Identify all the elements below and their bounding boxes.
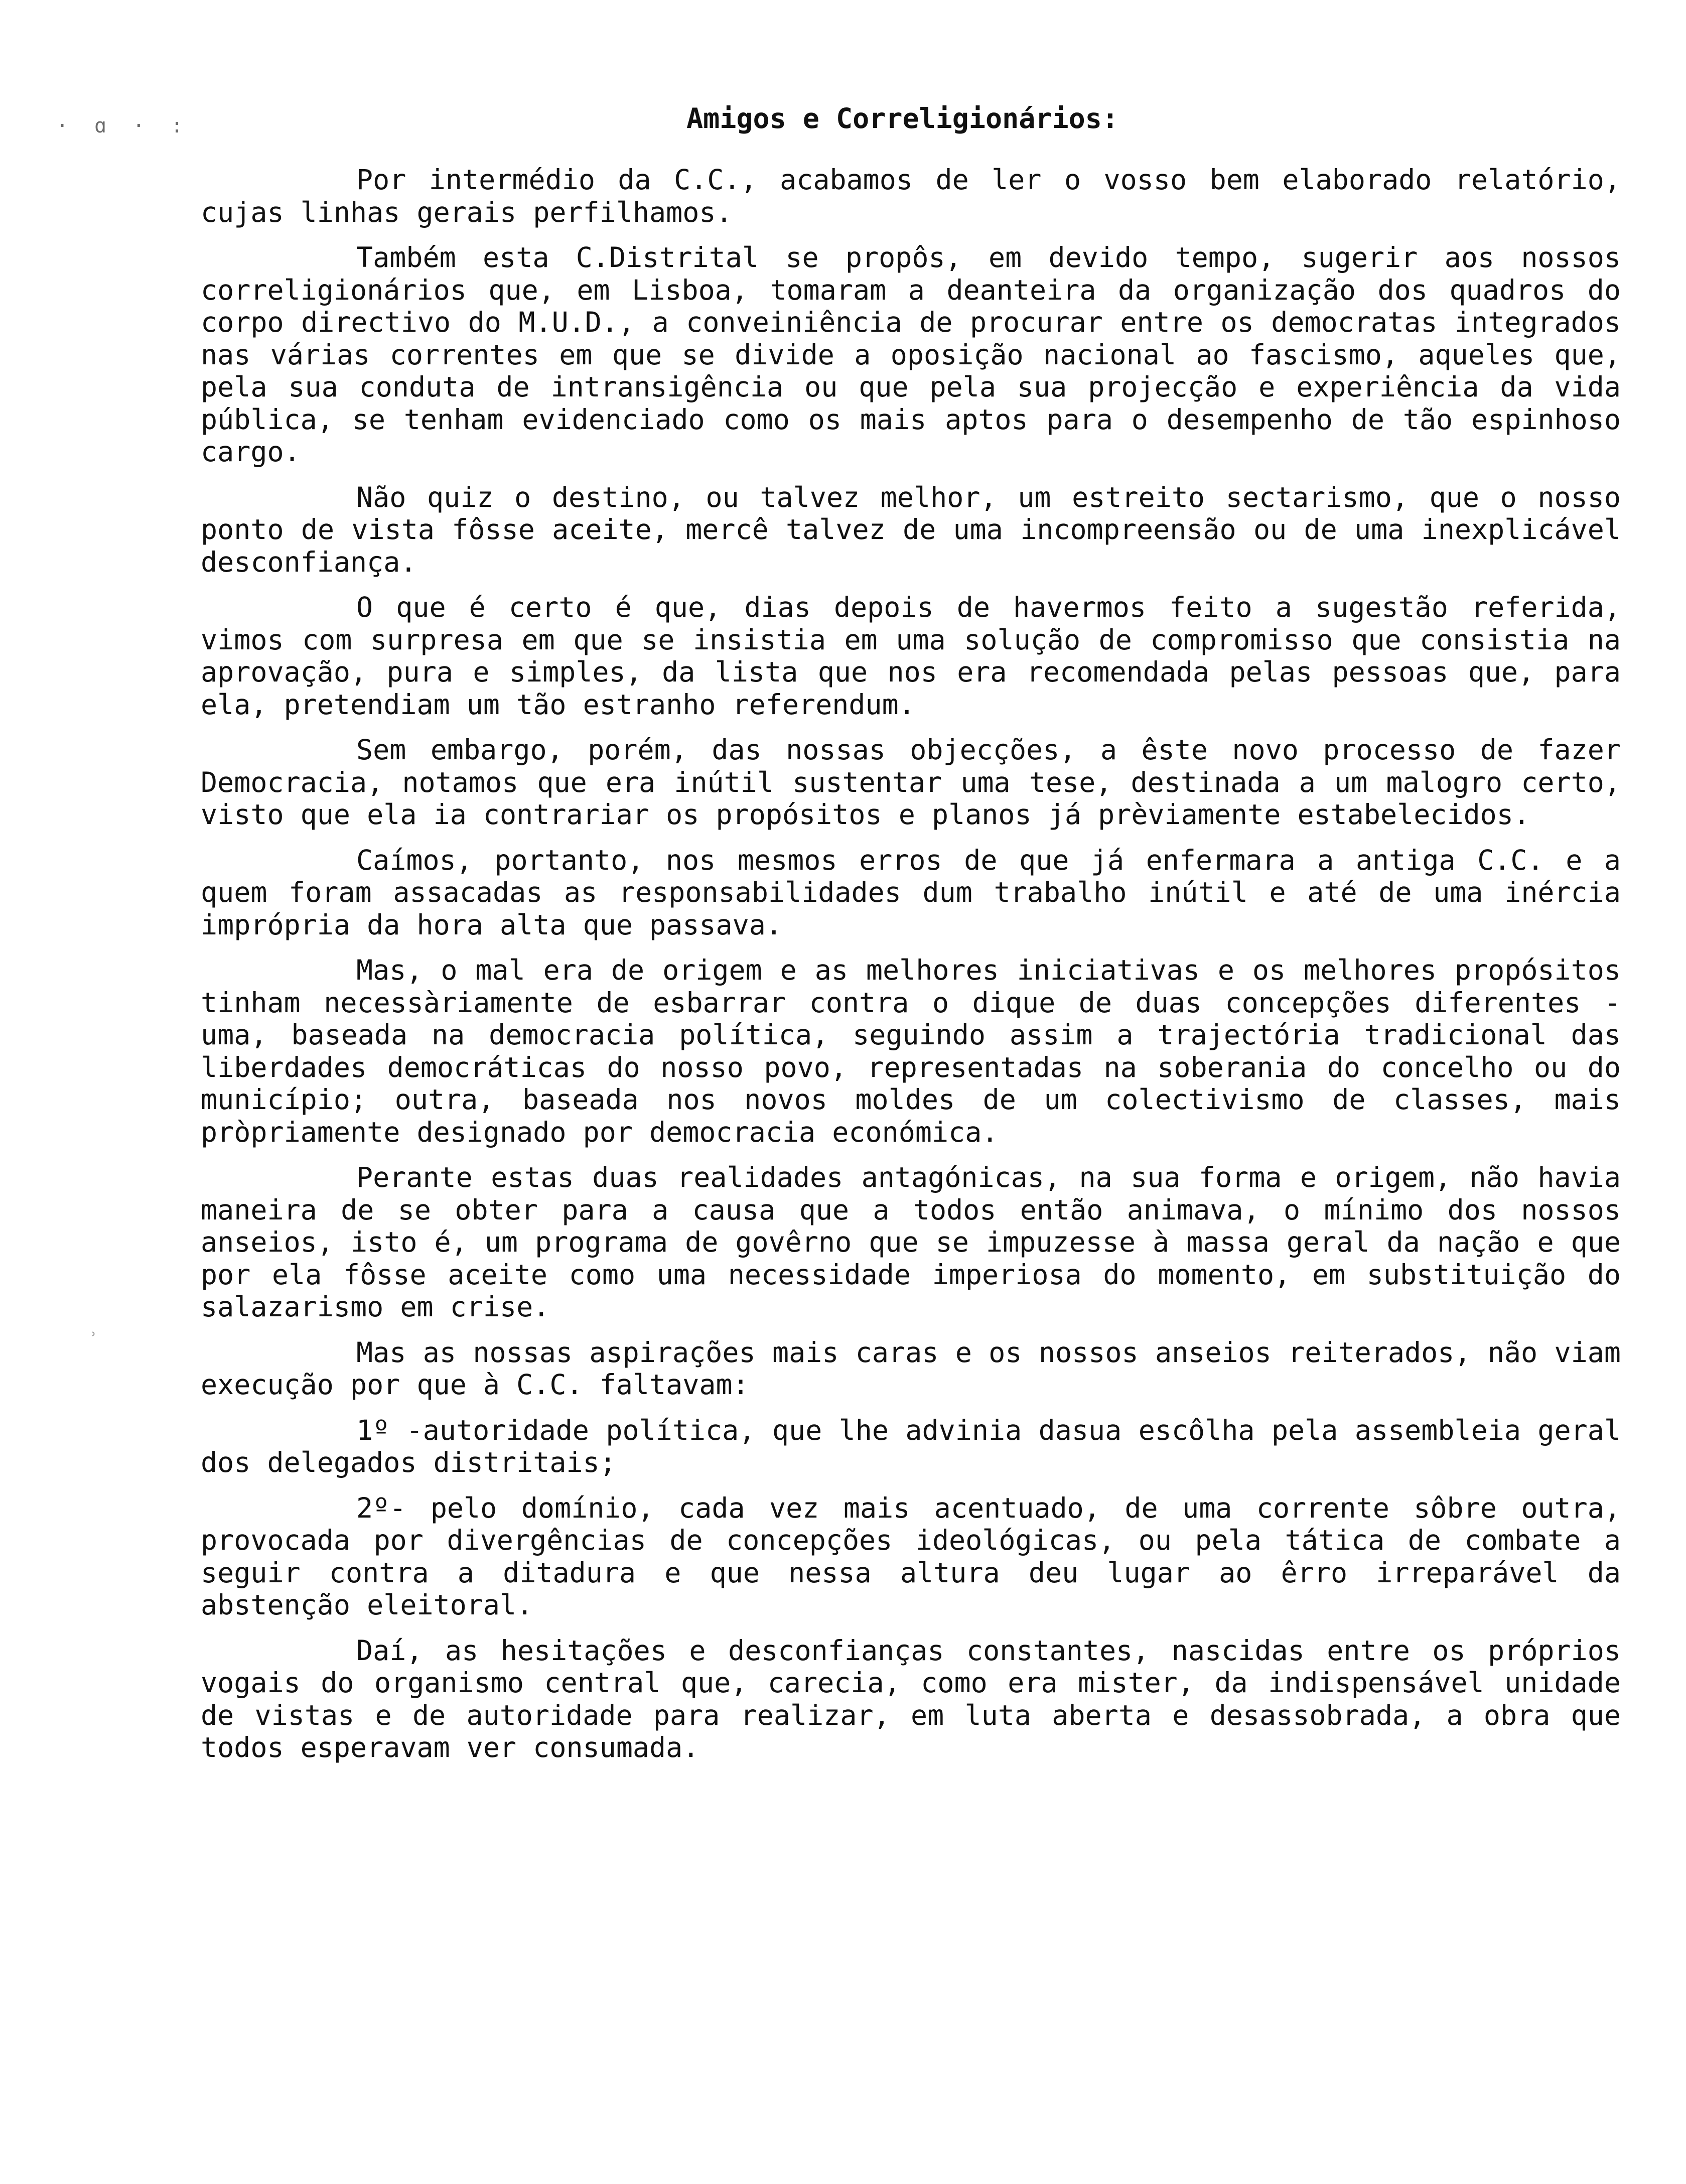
paragraph: Daí, as hesitações e desconfianças constantes, nascidas entre os próprios vogais do organismo central que, carecia, como era mister, da indispensável unidade de vistas e de autoridade para realizar, em luta aberta e desassobrada, a obra que todos esperavam ver consumada.	[201, 1634, 1621, 1763]
numbered-item: 1º -autoridade política, que lhe advinia dasua escôlha pela assembleia geral dos delegados distritais;	[201, 1414, 1621, 1478]
paragraph: Não quiz o destino, ou talvez melhor, um estreito sectarismo, que o nosso ponto de vista fôsse aceite, mercê talvez de uma incompreensão ou de uma inexplicável desconfiança.	[201, 481, 1621, 578]
numbered-item: 2º- pelo domínio, cada vez mais acentuado, de uma corrente sôbre outra, provocada por divergências de concepções ideológicas, ou pela tática de combate a seguir contra a ditadura e que nessa altura deu lugar ao êrro irreparável da abstenção eleitoral.	[201, 1491, 1621, 1621]
paragraph: Por intermédio da C.C., acabamos de ler o vosso bem elaborado relatório, cujas linhas gerais perfilhamos.	[201, 164, 1621, 228]
letter-salutation-title: Amigos e Correligionários:	[686, 102, 1118, 134]
paragraph: O que é certo é que, dias depois de havermos feito a sugestão referida, vimos com surpresa em que se insistia em uma solução de compromisso que consistia na aprovação, pura e simples, da lista que nos era recomendada pelas pessoas que, para ela, pretendiam um tão estranho referendum.	[201, 591, 1621, 721]
margin-tick-mark: ʾ	[88, 1329, 99, 1349]
paragraph: Também esta C.Distrital se propôs, em devido tempo, sugerir aos nossos correligionários que, em Lisboa, tomaram a deanteira da organização dos quadros do corpo directivo do M.U.D., a conveiniência de procurar entre os democratas integrados nas várias correntes em que se divide a oposição nacional ao fascismo, aqueles que, pela sua conduta de intransigência ou que pela sua projecção e experiência da vida pública, se tenham evidenciado como os mais aptos para o desempenho de tão espinhoso cargo.	[201, 241, 1621, 468]
margin-marks: · ɑ · :	[56, 114, 190, 138]
paragraph: Caímos, portanto, nos mesmos erros de que já enfermara a antiga C.C. e a quem foram assacadas as responsabilidades dum trabalho inútil e até de uma inércia imprópria da hora alta que passava.	[201, 844, 1621, 941]
paragraph: Perante estas duas realidades antagónicas, na sua forma e origem, não havia maneira de se obter para a causa que a todos então animava, o mínimo dos nossos anseios, isto é, um programa de govêrno que se impuzesse à massa geral da nação e que por ela fôsse aceite como uma necessidade imperiosa do momento, em substituição do salazarismo em crise.	[201, 1161, 1621, 1323]
paragraph: Mas as nossas aspirações mais caras e os nossos anseios reiterados, não viam execução por que à C.C. faltavam:	[201, 1336, 1621, 1401]
paragraph: Sem embargo, porém, das nossas objecções, a êste novo processo de fazer Democracia, notamos que era inútil sustentar uma tese, destinada a um malogro certo, visto que ela ia contrariar os propósitos e planos já prèviamente estabelecidos.	[201, 734, 1621, 831]
letter-body	[201, 164, 1621, 1777]
paragraph: Mas, o mal era de origem e as melhores iniciativas e os melhores propósitos tinham necessàriamente de esbarrar contra o dique de duas concepções diferentes - uma, baseada na democracia política, seguindo assim a trajectória tradicional das liberdades democráticas do nosso povo, representadas na soberania do concelho ou do município; outra, baseada nos novos moldes de um colectivismo de classes, mais pròpriamente designado por democracia económica.	[201, 954, 1621, 1148]
